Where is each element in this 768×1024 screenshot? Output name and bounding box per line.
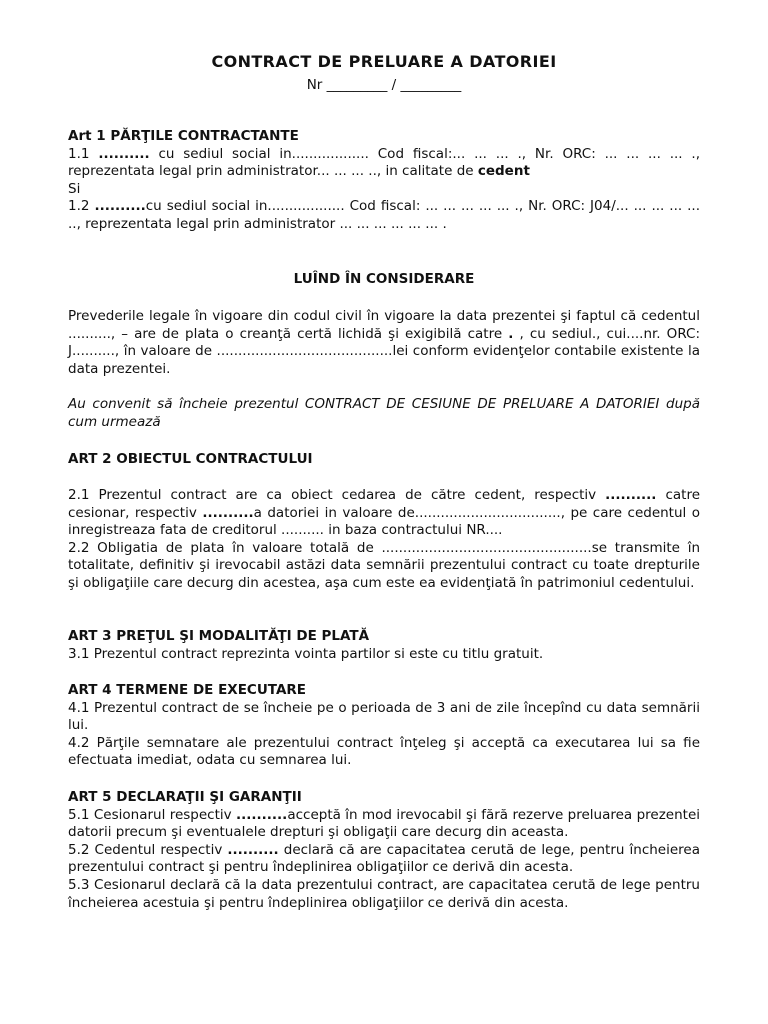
art1-p1-placeholder: .......... <box>98 145 150 162</box>
section-art1 <box>68 128 700 234</box>
art5-p1-placeholder: .......... <box>236 806 288 823</box>
art1-p1-number: 1.1 <box>68 145 99 162</box>
art2-p1-placeholder-2: .......... <box>202 504 254 521</box>
art2-paragraph-2: 2.2 Obligatia de plata în valoare totală de .................................................se transmite în totalitate, definitiv şi irevocabil astăzi data semnării prezentului contract cu toate drepturile şi obligaţiile care decurg din acestea, aşa cum este ea evidenţiată în patrimoniul cedentului. <box>68 539 700 591</box>
art1-heading: Art 1 PĂRŢILE CONTRACTANTE <box>68 128 299 144</box>
art1-p2-number: 1.2 <box>68 198 95 215</box>
art5-p1-text-c: acceptă în mod irevocabil şi fără rezerve preluarea prezentei datorii precum şi eventualele drepturi şi obligaţii care decurg din aceasta. <box>68 806 700 841</box>
art2-p1-text-c: catre cesionar, respectiv <box>68 487 700 521</box>
art1-si: Si <box>68 180 81 197</box>
art5-paragraph-2 <box>68 842 700 877</box>
art5-heading: ART 5 DECLARAŢII ŞI GARANŢII <box>68 789 302 805</box>
contract-number-line: Nr _________ / _________ <box>306 77 462 93</box>
considering-text-a: Prevederile legale în vigoare din codul civil în vigoare la data prezentei şi faptul că cedentul .........., – are de plata o creanţă certă lichidă şi exigibilă catre <box>68 308 700 342</box>
considering-paragraph <box>68 308 700 378</box>
art5-paragraph-3: 5.3 Cesionarul declară că la data prezentului contract, are capacitatea cerută de lege pentru încheierea acestuia şi pentru îndeplinirea obligaţiilor ce derivă din acesta. <box>68 876 700 911</box>
art5-p2-placeholder: .......... <box>227 841 279 858</box>
art4-paragraph-2: 4.2 Părţile semnatare ale prezentului contract înţeleg şi acceptă ca executarea lui sa fie efectuata imediat, odata cu semnarea lui. <box>68 734 700 769</box>
art1-p1-text: cu sediul social in.................. Cod fiscal:... ... ... ., Nr. ORC: ... ... ... ... ., reprezentata legal prin administrator... ... ... .., in calitate de <box>68 145 700 180</box>
considering-text-c: , cu sediul., cui....nr. ORC: J.........., în valoare de .........................................lei conform evidenţelor contabile existente la data prezentei. <box>68 325 700 377</box>
considering-heading: LUÎND ÎN CONSIDERARE <box>293 271 475 287</box>
art4-paragraph-1: 4.1 Prezentul contract de se încheie pe o perioada de 3 ani de zile începînd cu data semnării lui. <box>68 699 700 734</box>
art1-p2-placeholder: .......... <box>94 198 146 215</box>
section-art5 <box>68 789 700 912</box>
art1-p2-text: cu sediul social in.................. Cod fiscal: ... ... ... ... ... ., Nr. ORC: J04/... ... ... ... ... .., reprezentata legal prin administrator ... ... ... ... ... ... . <box>68 198 700 232</box>
agreement-paragraph: Au convenit să încheie prezentul CONTRACT DE CESIUNE DE PRELUARE A DATORIEI după cum urmează <box>68 396 700 430</box>
art5-p2-text-a: 5.2 Cedentul respectiv <box>68 841 228 858</box>
art1-p1-cedent: cedent <box>477 163 530 180</box>
section-art3 <box>68 628 700 663</box>
art2-p1-text-a: 2.1 Prezentul contract are ca obiect cedarea de către cedent, respectiv <box>68 487 606 503</box>
art5-paragraph-1 <box>68 807 700 842</box>
art2-p1-text-e: a datoriei in valoare de.................................., pe care cedentul o inregistreaza fata de creditorul .......... in baza contractului NR.... <box>68 504 701 539</box>
art2-p1-placeholder-1: .......... <box>605 487 657 503</box>
considering-dot: . <box>508 325 514 342</box>
section-art2 <box>68 487 700 593</box>
art5-p1-text-a: 5.1 Cesionarul respectiv <box>68 806 237 823</box>
art4-heading: ART 4 TERMENE DE EXECUTARE <box>68 682 307 698</box>
art2-heading: ART 2 OBIECTUL CONTRACTULUI <box>68 451 313 467</box>
art3-heading: ART 3 PREŢUL ŞI MODALITĂŢI DE PLATĂ <box>68 628 370 644</box>
art2-paragraph-1 <box>68 487 700 540</box>
art3-paragraph-1: 3.1 Prezentul contract reprezinta vointa partilor si este cu titlu gratuit. <box>68 645 544 662</box>
art1-paragraph-2 <box>68 198 700 233</box>
art1-paragraph-1 <box>68 146 700 181</box>
art5-p2-text-c: declară că are capacitatea cerută de lege, pentru încheierea prezentului contract şi pentru îndeplinirea obligaţiilor ce derivă din acesta. <box>68 841 701 876</box>
document-title: CONTRACT DE PRELUARE A DATORIEI <box>211 52 557 71</box>
section-art4 <box>68 682 700 770</box>
